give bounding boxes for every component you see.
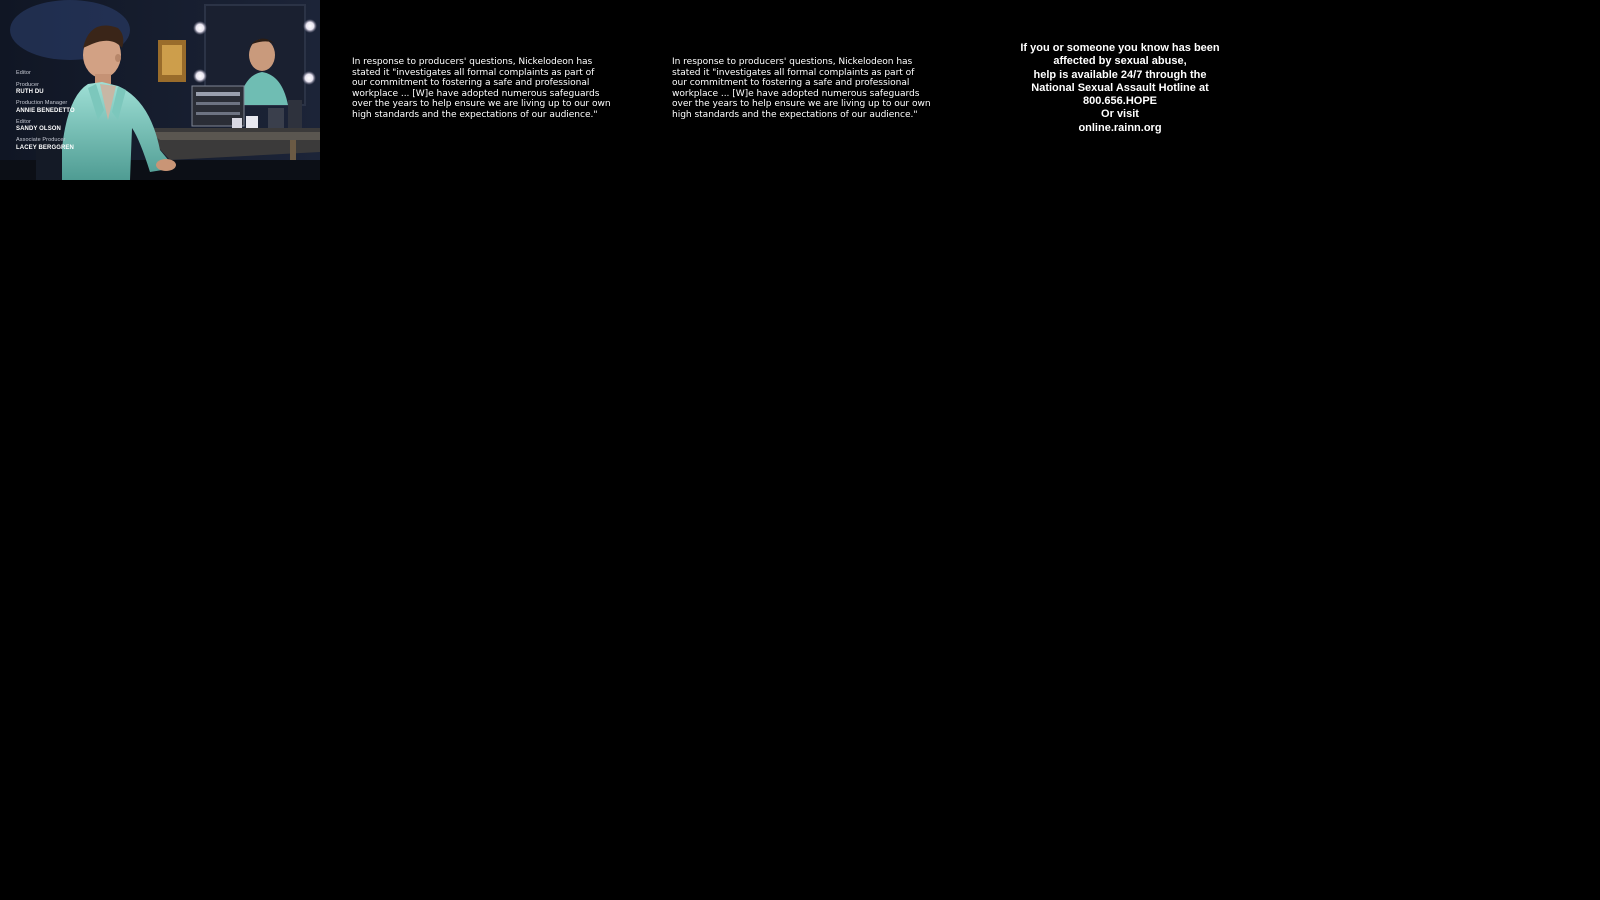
hotline-line: Or visit (1101, 108, 1139, 121)
nickelodeon-statement-text: In response to producers' questions, Nickelodeon has stated it "investigates all formal complaints as part of our commitment to fostering a safe and professional workplace ... [W]e have adopted numerous safeguards over the years to help ensure we are living up to our own high standards and the expectations of our audience." (352, 57, 611, 120)
hotline-line: National Sexual Assault Hotline at (1031, 81, 1209, 94)
hotline-phone-number: 800.656.HOPE (1083, 95, 1157, 108)
credit-item (16, 120, 96, 133)
hotline-line: If you or someone you know has been (1020, 42, 1220, 54)
credit-role: Associate Producer (16, 137, 66, 143)
credit-name: SANDY OLSON (16, 126, 61, 132)
credit-role: Production Manager (16, 100, 68, 106)
credit-item (16, 71, 96, 77)
nickelodeon-statement-text-repeat: In response to producers' questions, Nickelodeon has stated it "investigates all formal complaints as part of our commitment to fostering a safe and professional workplace ... [W]e have adopted numerous safeguards over the years to help ensure we are living up to our own high standards and the expectations of our audience." (672, 57, 931, 120)
scene-photo-frame (0, 0, 320, 180)
hotline-line: help is available 24/7 through the (1033, 68, 1207, 81)
credit-item (16, 138, 96, 151)
sexual-assault-hotline-card (1010, 42, 1230, 135)
hotline-website: online.rainn.org (1078, 121, 1162, 134)
hotline-line: affected by sexual abuse, (1053, 55, 1187, 68)
credit-role: Producer (16, 81, 40, 88)
credit-name: ANNIE BENEDETTO (16, 107, 75, 114)
credit-item (16, 101, 96, 114)
credit-item (16, 83, 96, 96)
credit-name: RUTH DU (16, 89, 44, 95)
credit-role: Editor (16, 70, 31, 76)
end-credits (16, 71, 96, 157)
credit-role: Editor (16, 118, 31, 125)
credit-name: LACEY BERGGREN (16, 144, 74, 151)
